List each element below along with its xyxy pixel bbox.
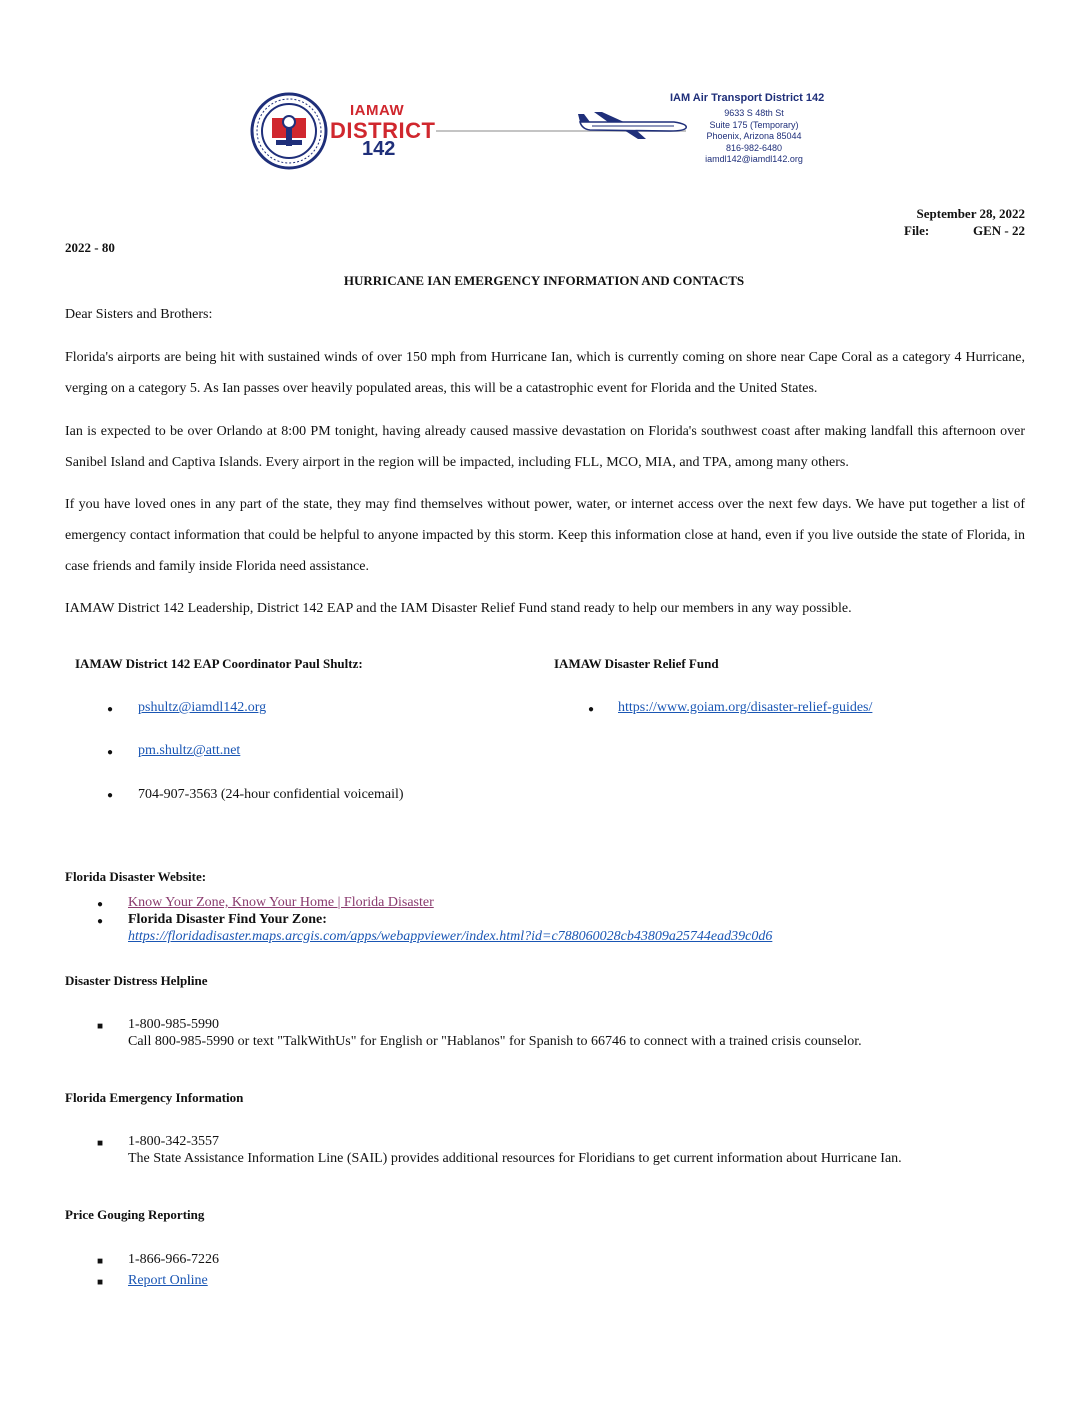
- eap-email-link-2[interactable]: pm.shultz@att.net: [138, 743, 241, 758]
- relief-heading: IAMAW Disaster Relief Fund: [554, 656, 719, 671]
- org-name: IAM Air Transport District 142: [670, 92, 825, 104]
- emergency-heading: Florida Emergency Information: [65, 1090, 244, 1105]
- distress-phone: 1-800-985-5990: [128, 1017, 219, 1032]
- florida-website-heading: Florida Disaster Website:: [65, 869, 207, 884]
- distress-desc: Call 800-985-5990 or text "TalkWithUs" for English or "Hablanos" for Spanish to 66746 to connect with a trained crisis counselor.: [128, 1034, 862, 1049]
- paragraph-4: IAMAW District 142 Leadership, District 142 EAP and the IAM Disaster Relief Fund stand ready to help our members in any way possible.: [65, 601, 852, 616]
- bullet-icon: ■: [97, 1138, 104, 1149]
- gouging-phone: 1-866-966-7226: [128, 1252, 219, 1267]
- report-online-link[interactable]: Report Online: [128, 1273, 208, 1288]
- find-zone-label: Florida Disaster Find Your Zone:: [128, 912, 327, 927]
- emergency-phone: 1-800-342-3557: [128, 1134, 219, 1149]
- bullet-icon: ●: [97, 916, 104, 927]
- gouging-heading: Price Gouging Reporting: [65, 1207, 205, 1222]
- bullet-icon: ●: [107, 747, 114, 758]
- find-zone-link[interactable]: https://floridadisaster.maps.arcgis.com/apps/webappviewer/index.html?id=c788060028cb43809a25744ead39c0d6: [128, 929, 773, 944]
- know-your-zone-link[interactable]: Know Your Zone, Know Your Home | Florida Disaster: [128, 895, 434, 910]
- iam-seal-icon: [250, 92, 328, 170]
- distress-heading: Disaster Distress Helpline: [65, 973, 208, 988]
- bullet-icon: ■: [97, 1277, 104, 1288]
- airplane-icon: [578, 110, 690, 140]
- logo-line-3: 142: [362, 138, 396, 160]
- bullet-icon: ■: [97, 1256, 104, 1267]
- phone-line: 816-982-6480: [725, 142, 783, 153]
- address-line-2: Suite 175 (Temporary): [709, 119, 799, 130]
- letter-date: September 28, 2022: [916, 206, 1025, 221]
- file-value: GEN - 22: [973, 223, 1025, 238]
- paragraph-3: If you have loved ones in any part of the state, they may find themselves without power, water, or internet access over the next few days. We have put together a list of emergency contact information that could be helpful to anyone impacted by this storm. Keep this information close at hand, even if you live outside the state of Florida, in case friends and family inside Florida need assistance.: [65, 497, 1025, 574]
- eap-heading: IAMAW District 142 EAP Coordinator Paul Shultz:: [75, 656, 363, 671]
- file-label: File:: [904, 223, 930, 238]
- relief-fund-link[interactable]: https://www.goiam.org/disaster-relief-guides/: [618, 700, 873, 715]
- letter-title: HURRICANE IAN EMERGENCY INFORMATION AND CONTACTS: [343, 273, 745, 288]
- logo-line-2: DISTRICT: [330, 118, 436, 143]
- bullet-icon: ■: [97, 1021, 104, 1032]
- bullet-icon: ●: [107, 790, 114, 801]
- address-line-3: Phoenix, Arizona 85044: [706, 131, 802, 141]
- logo-line-1: IAMAW: [350, 102, 405, 119]
- address-line-1: 9633 S 48th St: [724, 108, 784, 118]
- bullet-icon: ●: [97, 899, 104, 910]
- paragraph-2: Ian is expected to be over Orlando at 8:00 PM tonight, having already caused massive devastation on Florida's southwest coast after making landfall this afternoon over Sanibel Island and Captiva Islands. Every airport in the region will be impacted, including FLL, MCO, MIA, and TPA, among many others.: [65, 424, 1025, 470]
- email-line: iamdl142@iamdl142.org: [705, 154, 803, 164]
- bullet-icon: ●: [107, 704, 114, 715]
- bullet-icon: ●: [588, 704, 595, 715]
- eap-phone: 704-907-3563 (24-hour confidential voicemail): [138, 787, 404, 802]
- letter-number: 2022 - 80: [65, 240, 115, 255]
- salutation: Dear Sisters and Brothers:: [65, 307, 213, 322]
- emergency-desc: The State Assistance Information Line (SAIL) provides additional resources for Floridians to get current information about Hurricane Ian.: [128, 1151, 902, 1166]
- eap-email-link-1[interactable]: pshultz@iamdl142.org: [138, 700, 267, 715]
- paragraph-1: Florida's airports are being hit with sustained winds of over 150 mph from Hurricane Ian, which is currently coming on shore near Cape Coral as a category 4 Hurricane, verging on a category 5. As Ian passes over heavily populated areas, this will be a catastrophic event for Florida and the United States.: [65, 350, 1025, 396]
- letterhead: [250, 90, 850, 170]
